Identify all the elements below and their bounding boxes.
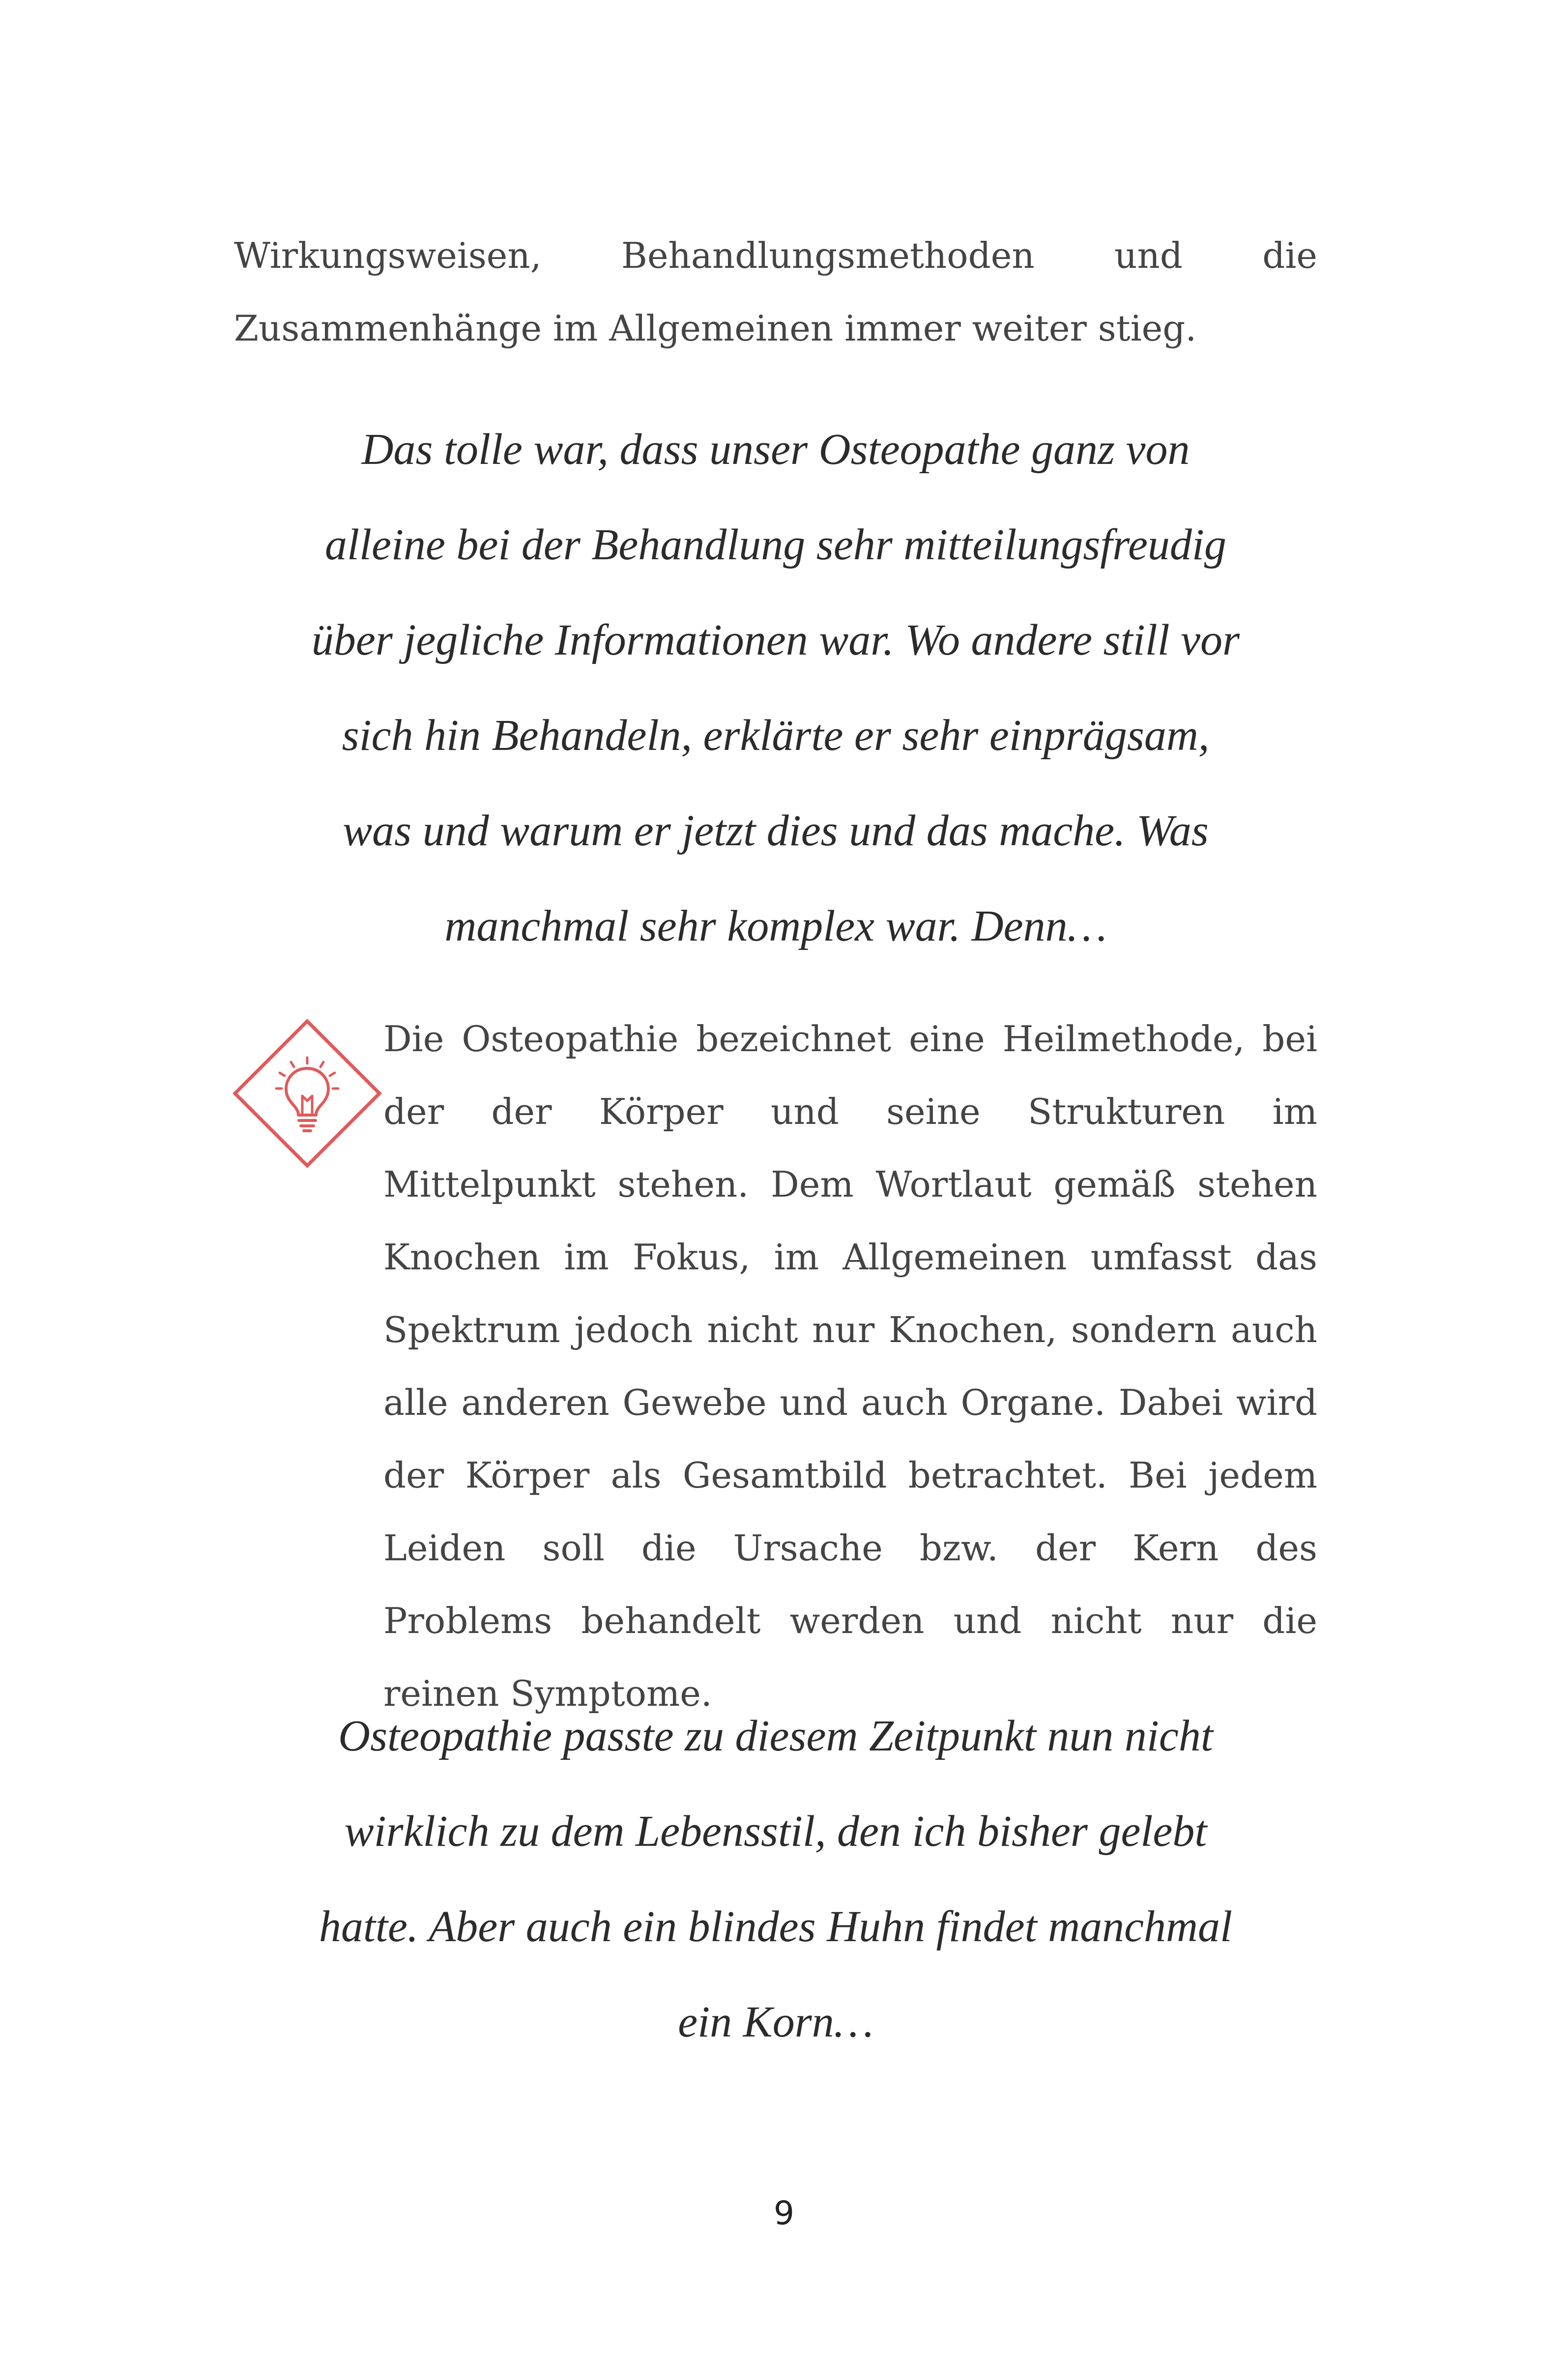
info-box-text: Die Osteopathie bezeichnet eine Heilmethode, bei der der Körper und seine Strukturen im Mittelpunkt stehen. Dem Wortlaut gemäß stehen Knochen im Fokus, im Allgemeinen umfasst das Spektrum jedoch nicht nur Knochen, sondern auch alle anderen Gewebe und auch Organe. Dabei wird der Körper als Gesamtbild betrachtet. Bei jedem Leiden soll die Ursache bzw. der Kern des Problems behandelt werden und nicht nur die reinen Symptome.	[383, 1018, 1317, 1714]
lightbulb-icon	[231, 1017, 383, 1170]
quote-line: Osteopathie passte zu diesem Zeitpunkt nun nicht	[338, 1712, 1213, 1760]
quote-line: sich hin Behandeln, erklärte er sehr einprägsam,	[342, 711, 1210, 760]
info-box	[231, 1003, 1317, 1714]
intro-word: Behandlungsmethoden	[621, 235, 1035, 276]
intro-line-2: Zusammenhänge im Allgemeinen immer weiter stieg.	[234, 308, 1197, 349]
quote-line: was und warum er jetzt dies und das mache. Was	[343, 806, 1209, 855]
quote-line: hatte. Aber auch ein blindes Huhn findet manchmal	[319, 1902, 1233, 1951]
intro-word: und	[1114, 235, 1183, 276]
quote-line: Das tolle war, dass unser Osteopathe ganz von	[361, 425, 1190, 474]
intro-word: die	[1262, 235, 1317, 276]
quote-line: über jegliche Informationen war. Wo andere still vor	[311, 616, 1240, 664]
quote-line: ein Korn…	[678, 1998, 873, 2046]
handwritten-quote-1	[234, 402, 1317, 974]
page-number: 9	[774, 2194, 794, 2232]
intro-line-1	[234, 219, 1317, 292]
handwritten-quote-2	[234, 1689, 1317, 2070]
quote-line: alleine bei der Behandlung sehr mitteilungsfreudig	[325, 520, 1226, 569]
intro-paragraph	[234, 219, 1317, 365]
quote-line: manchmal sehr komplex war. Denn…	[444, 902, 1107, 950]
quote-line: wirklich zu dem Lebensstil, den ich bisher gelebt	[344, 1807, 1207, 1856]
intro-word: Wirkungsweisen,	[234, 235, 542, 276]
